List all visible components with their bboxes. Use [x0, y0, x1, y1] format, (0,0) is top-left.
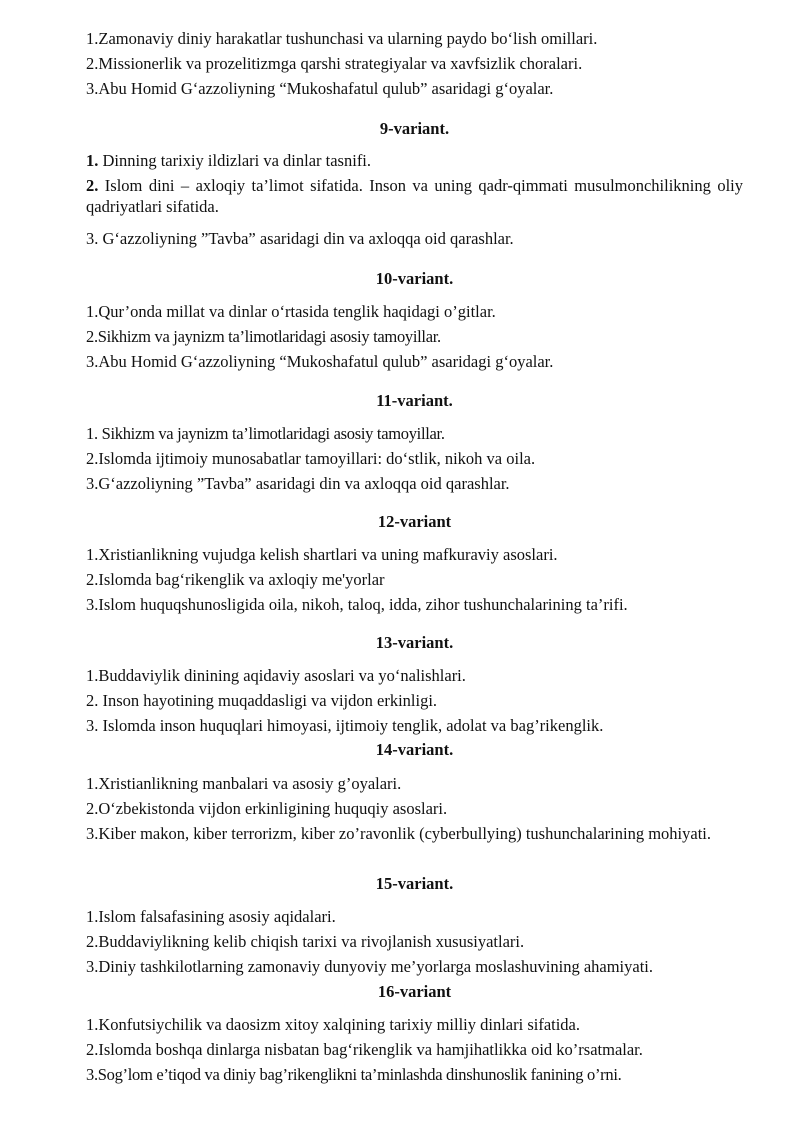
variant-14-item-3: 3.Kiber makon, kiber terrorizm, kiber zo’ravonlik (cyberbullying) tushunchalarining mohiyati. [86, 824, 711, 843]
variant-10-item-3: 3.Abu Homid G‘azzoliyning “Mukoshafatul qulub” asaridagi g‘oyalar. [86, 352, 554, 371]
variant-16-item-1: 1.Konfutsiychilik va daosizm xitoy xalqining tarixiy milliy dinlari sifatida. [86, 1015, 581, 1034]
variant-9-item-2 [86, 175, 743, 217]
variant-12-title: 12-variant [377, 512, 452, 531]
intro-item-1: 1.Zamonaviy diniy harakatlar tushunchasi va ularning paydo bo‘lish omillari. [86, 29, 598, 48]
intro-item-3: 3.Abu Homid G‘azzoliyning “Mukoshafatul qulub” asaridagi g‘oyalar. [86, 79, 554, 98]
variant-15-item-2: 2.Buddaviylikning kelib chiqish tarixi va rivojlanish xususiyatlari. [86, 932, 525, 951]
variant-10-item-2: 2.Sikhizm va jaynizm ta’limotlaridagi asosiy tamoyillar. [86, 327, 441, 346]
variant-15-item-3: 3.Diniy tashkilotlarning zamonaviy dunyoviy me’yorlarga moslashuvining ahamiyati. [86, 957, 654, 976]
item-text: Islom dini – axloqiy ta’limot sifatida. Inson va uning qadr-qimmati musulmonchilikning oliy qadriyatlari sifatida. [86, 176, 743, 216]
variant-16-title: 16-variant [377, 982, 452, 1001]
variant-15-item-1: 1.Islom falsafasining asosiy aqidalari. [86, 907, 336, 926]
variant-10-title: 10-variant. [375, 269, 454, 288]
variant-14-title: 14-variant. [375, 740, 454, 759]
variant-11-item-2: 2.Islomda ijtimoiy munosabatlar tamoyillari: do‘stlik, nikoh va oila. [86, 449, 536, 468]
variant-14-item-1: 1.Xristianlikning manbalari va asosiy g’oyalari. [86, 774, 402, 793]
variant-13-title: 13-variant. [375, 633, 454, 652]
variant-10-item-1: 1.Qur’onda millat va dinlar o‘rtasida tenglik haqidagi o’gitlar. [86, 302, 496, 321]
variant-11-title: 11-variant. [376, 391, 453, 410]
variant-9-item-1 [86, 150, 371, 171]
variant-16-item-2: 2.Islomda boshqa dinlarga nisbatan bag‘rikenglik va hamjihatlikka oid ko’rsatmalar. [86, 1040, 643, 1059]
variant-12-item-3: 3.Islom huquqshunosligida oila, nikoh, taloq, idda, zihor tushunchalarining ta’rifi. [86, 595, 628, 614]
item-text: Dinning tarixiy ildizlari va dinlar tasnifi. [98, 151, 372, 170]
variant-11-item-3: 3.G‘azzoliyning ”Tavba” asaridagi din va axloqqa oid qarashlar. [86, 474, 510, 493]
variant-9-title: 9-variant. [379, 119, 450, 138]
intro-item-2: 2.Missionerlik va prozelitizmga qarshi strategiyalar va xavfsizlik choralari. [86, 54, 583, 73]
variant-13-item-1: 1.Buddaviylik dinining aqidaviy asoslari va yo‘nalishlari. [86, 666, 466, 685]
variant-15-title: 15-variant. [375, 874, 454, 893]
item-number: 2. [86, 176, 99, 195]
variant-11-item-1: 1. Sikhizm va jaynizm ta’limotlaridagi asosiy tamoyillar. [86, 424, 445, 443]
variant-14-item-2: 2.O‘zbekistonda vijdon erkinligining huquqiy asoslari. [86, 799, 448, 818]
variant-13-item-2: 2. Inson hayotining muqaddasligi va vijdon erkinligi. [86, 691, 438, 710]
variant-12-item-2: 2.Islomda bag‘rikenglik va axloqiy me'yorlar [86, 570, 385, 589]
variant-9-item-3: 3. G‘azzoliyning ”Tavba” asaridagi din va axloqqa oid qarashlar. [86, 229, 514, 248]
variant-12-item-1: 1.Xristianlikning vujudga kelish shartlari va uning mafkuraviy asoslari. [86, 545, 558, 564]
variant-13-item-3: 3. Islomda inson huquqlari himoyasi, ijtimoiy tenglik, adolat va bag’rikenglik. [86, 716, 604, 735]
item-number: 1. [86, 151, 99, 170]
variant-16-item-3: 3.Sog’lom e’tiqod va diniy bag’rikenglikni ta’minlashda dinshunoslik fanining o’rni. [86, 1065, 622, 1084]
